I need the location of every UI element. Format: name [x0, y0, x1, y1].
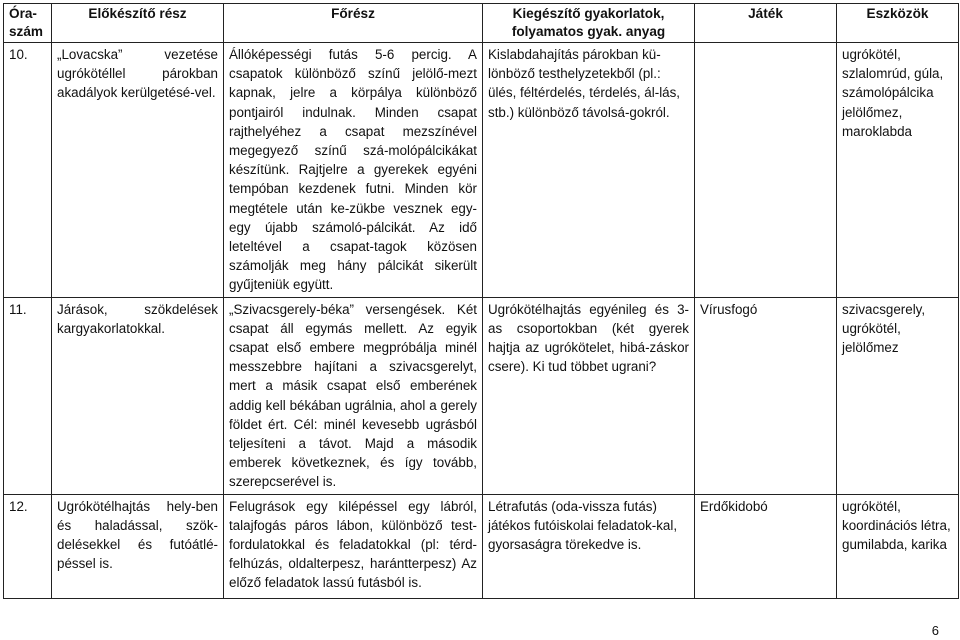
cell-kiegeszito: Létrafutás (oda-vissza futás) játékos futóiskolai feladatok-kal, gyorsaságra törekedve is.: [483, 494, 695, 598]
cell-ora: 11.: [4, 297, 52, 494]
cell-eszkozok: ugrókötél, szlalomrúd, gúla, számolópálcika jelölőmez, maroklabda: [837, 43, 959, 298]
cell-fo: „Szivacsgerely-béka” versengések. Két csapat áll egymás mellett. Az egyik csapat első embere megpróbálja minél messzebbre hajítani a szivacsgerelyt, mert a másik csapat első emberének addig kell békában ugrálnia, ahol a gerely földet ért. Cél: minél kevesebb ugrásból teljesíteni a távot. Majd a második emberek következnek, és így tovább, szerepcserével is.: [224, 297, 483, 494]
lesson-plan-table: [3, 3, 959, 599]
header-fo: Főrész: [224, 4, 483, 43]
header-kiegeszito: Kiegészítő gyakorlatok, folyamatos gyak. anyag: [483, 4, 695, 43]
table-row: [4, 494, 959, 598]
cell-jatek: Vírusfogó: [695, 297, 837, 494]
cell-ora: 10.: [4, 43, 52, 298]
cell-kiegeszito: Ugrókötélhajtás egyénileg és 3-as csoportokban (két gyerek hajtja az ugrókötelet, hibá-záskor csere). Ki tud többet ugrani?: [483, 297, 695, 494]
header-row: [4, 4, 959, 43]
cell-jatek: Erdőkidobó: [695, 494, 837, 598]
cell-fo: Felugrások egy kilépéssel egy lábról, talajfogás páros lábon, különböző test-fordulatokkal és feladatokkal (pl: térd-felhúzás, oldalterpesz, harántterpesz) Az előző feladatok lassú futásból is.: [224, 494, 483, 598]
cell-elokeszito: Ugrókötélhajtás hely-ben és haladással, szök-delésekkel és futóátlé-péssel is.: [52, 494, 224, 598]
cell-jatek: [695, 43, 837, 298]
header-eszkozok: Eszközök: [837, 4, 959, 43]
table-row: [4, 297, 959, 494]
cell-elokeszito: Járások, szökdelések kargyakorlatokkal.: [52, 297, 224, 494]
cell-eszkozok: ugrókötél, koordinációs létra, gumilabda, karika: [837, 494, 959, 598]
header-jatek: Játék: [695, 4, 837, 43]
header-elokeszito: Előkészítő rész: [52, 4, 224, 43]
page-number: 6: [931, 623, 939, 638]
cell-fo: Állóképességi futás 5-6 percig. A csapatok különböző színű jelölő-mezt kapnak, jelre a körpálya különböző pontjairól indulnak. Minden csapat rajthelyéhez a csapat mezszínével megegyező színű szá-molópálcikákat készítünk. Rajtjelre a gyerekek egyéni tempóban kezdenek futni. Minden kör megtétele után ke-zükbe vesznek egy-egy újabb számoló-pálcikát. Az idő leteltével a csapat-tagok közösen számolják meg hány pálcikát sikerült gyűjteniük együtt.: [224, 43, 483, 298]
cell-kiegeszito: Kislabdahajítás párokban kü-lönböző testhelyzetekből (pl.: ülés, féltérdelés, térdelés, ál-lás, stb.) különböző távolsá-gokról.: [483, 43, 695, 298]
cell-elokeszito: „Lovacska” vezetése ugrókötéllel párokban akadályok kerülgetésé-vel.: [52, 43, 224, 298]
table-row: [4, 43, 959, 298]
cell-eszkozok: szivacsgerely, ugrókötél, jelölőmez: [837, 297, 959, 494]
cell-ora: 12.: [4, 494, 52, 598]
header-ora: Óra-szám: [4, 4, 52, 43]
